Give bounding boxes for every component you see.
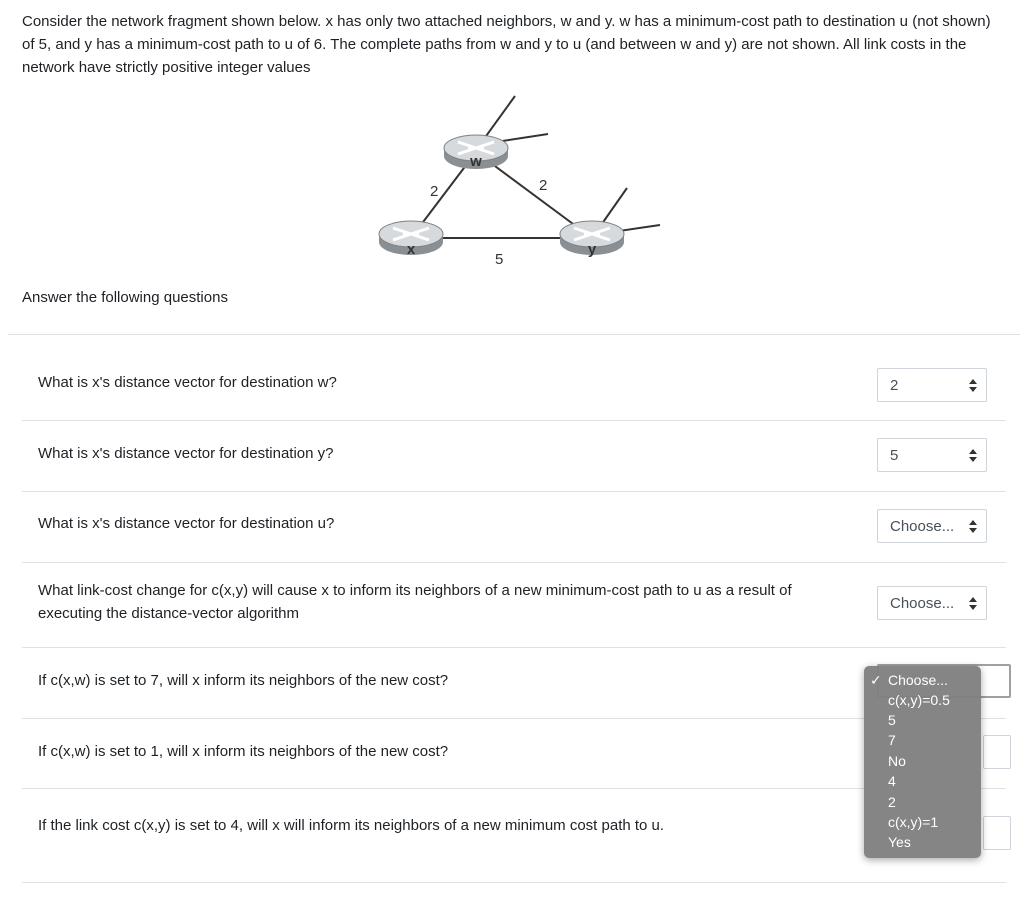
dropdown-option[interactable]: c(x,y)=0.5 xyxy=(888,692,950,708)
question-row-5 xyxy=(22,647,1006,719)
network-figure xyxy=(370,90,670,275)
dropdown-option[interactable]: Choose... xyxy=(888,672,948,688)
updown-arrow-icon xyxy=(968,597,978,611)
answer-select-4[interactable] xyxy=(877,586,987,620)
question-text: What link-cost change for c(x,y) will cause x to inform its neighbors of a new minimum-cost path to u as a result of executing the distance-vector algorithm xyxy=(38,582,792,622)
answer-select-2[interactable] xyxy=(877,438,987,472)
select-value: 5 xyxy=(890,447,899,464)
updown-arrow-icon xyxy=(968,449,978,463)
question-text: What is x's distance vector for destination y? xyxy=(38,445,334,462)
updown-arrow-icon xyxy=(968,520,978,534)
question-row-2 xyxy=(22,420,1006,492)
node-label-w: w xyxy=(470,153,482,170)
question-text: If the link cost c(x,y) is set to 4, will x will inform its neighbors of a new minimum cost path to u. xyxy=(38,817,665,834)
dropdown-option[interactable]: 5 xyxy=(888,712,896,728)
question-intro: Consider the network fragment shown below. x has only two attached neighbors, w and y. w has a minimum-cost path to destination u (not shown) of 5, and y has a minimum-cost path to u of 6. The complete paths from w and y to u (and between w and y) are not shown. All link costs in the network have strictly positive integer values xyxy=(22,13,991,76)
select-value: Choose... xyxy=(890,595,955,612)
select-value: Choose... xyxy=(890,518,955,535)
dropdown-option[interactable]: 7 xyxy=(888,732,896,748)
node-label-y: y xyxy=(587,241,597,258)
updown-arrow-icon xyxy=(968,379,978,393)
dropdown-option[interactable]: 2 xyxy=(888,794,896,810)
dropdown-option[interactable]: No xyxy=(888,753,906,769)
cost-label-x-y: 5 xyxy=(495,251,504,268)
answer-select-7[interactable] xyxy=(983,816,1011,850)
question-row-1 xyxy=(22,349,1006,421)
node-label-x: x xyxy=(406,241,416,258)
answer-select-1[interactable] xyxy=(877,368,987,402)
divider xyxy=(8,334,1020,335)
select-value: 2 xyxy=(890,377,899,394)
question-text: What is x's distance vector for destination w? xyxy=(38,374,337,391)
answer-subheading: Answer the following questions xyxy=(22,289,228,306)
answer-select-3[interactable] xyxy=(877,509,987,543)
question-text: If c(x,w) is set to 7, will x inform its neighbors of the new cost? xyxy=(38,672,449,689)
dropdown-options-popup[interactable] xyxy=(864,666,981,858)
cost-label-w-y: 2 xyxy=(539,177,548,194)
network-diagram xyxy=(370,90,670,275)
answer-select-6[interactable] xyxy=(983,735,1011,769)
question-row-6 xyxy=(22,718,1006,789)
question-row-7 xyxy=(22,788,1006,883)
dropdown-option[interactable]: c(x,y)=1 xyxy=(888,814,939,830)
cost-label-x-w: 2 xyxy=(430,183,439,200)
dropdown-option[interactable]: 4 xyxy=(888,773,896,789)
question-row-3 xyxy=(22,491,1006,563)
dropdown-option[interactable]: Yes xyxy=(888,834,911,850)
question-text: What is x's distance vector for destination u? xyxy=(38,515,335,532)
checkmark-icon: ✓ xyxy=(870,672,882,688)
question-row-4 xyxy=(22,562,1006,648)
question-text: If c(x,w) is set to 1, will x inform its neighbors of the new cost? xyxy=(38,743,449,760)
